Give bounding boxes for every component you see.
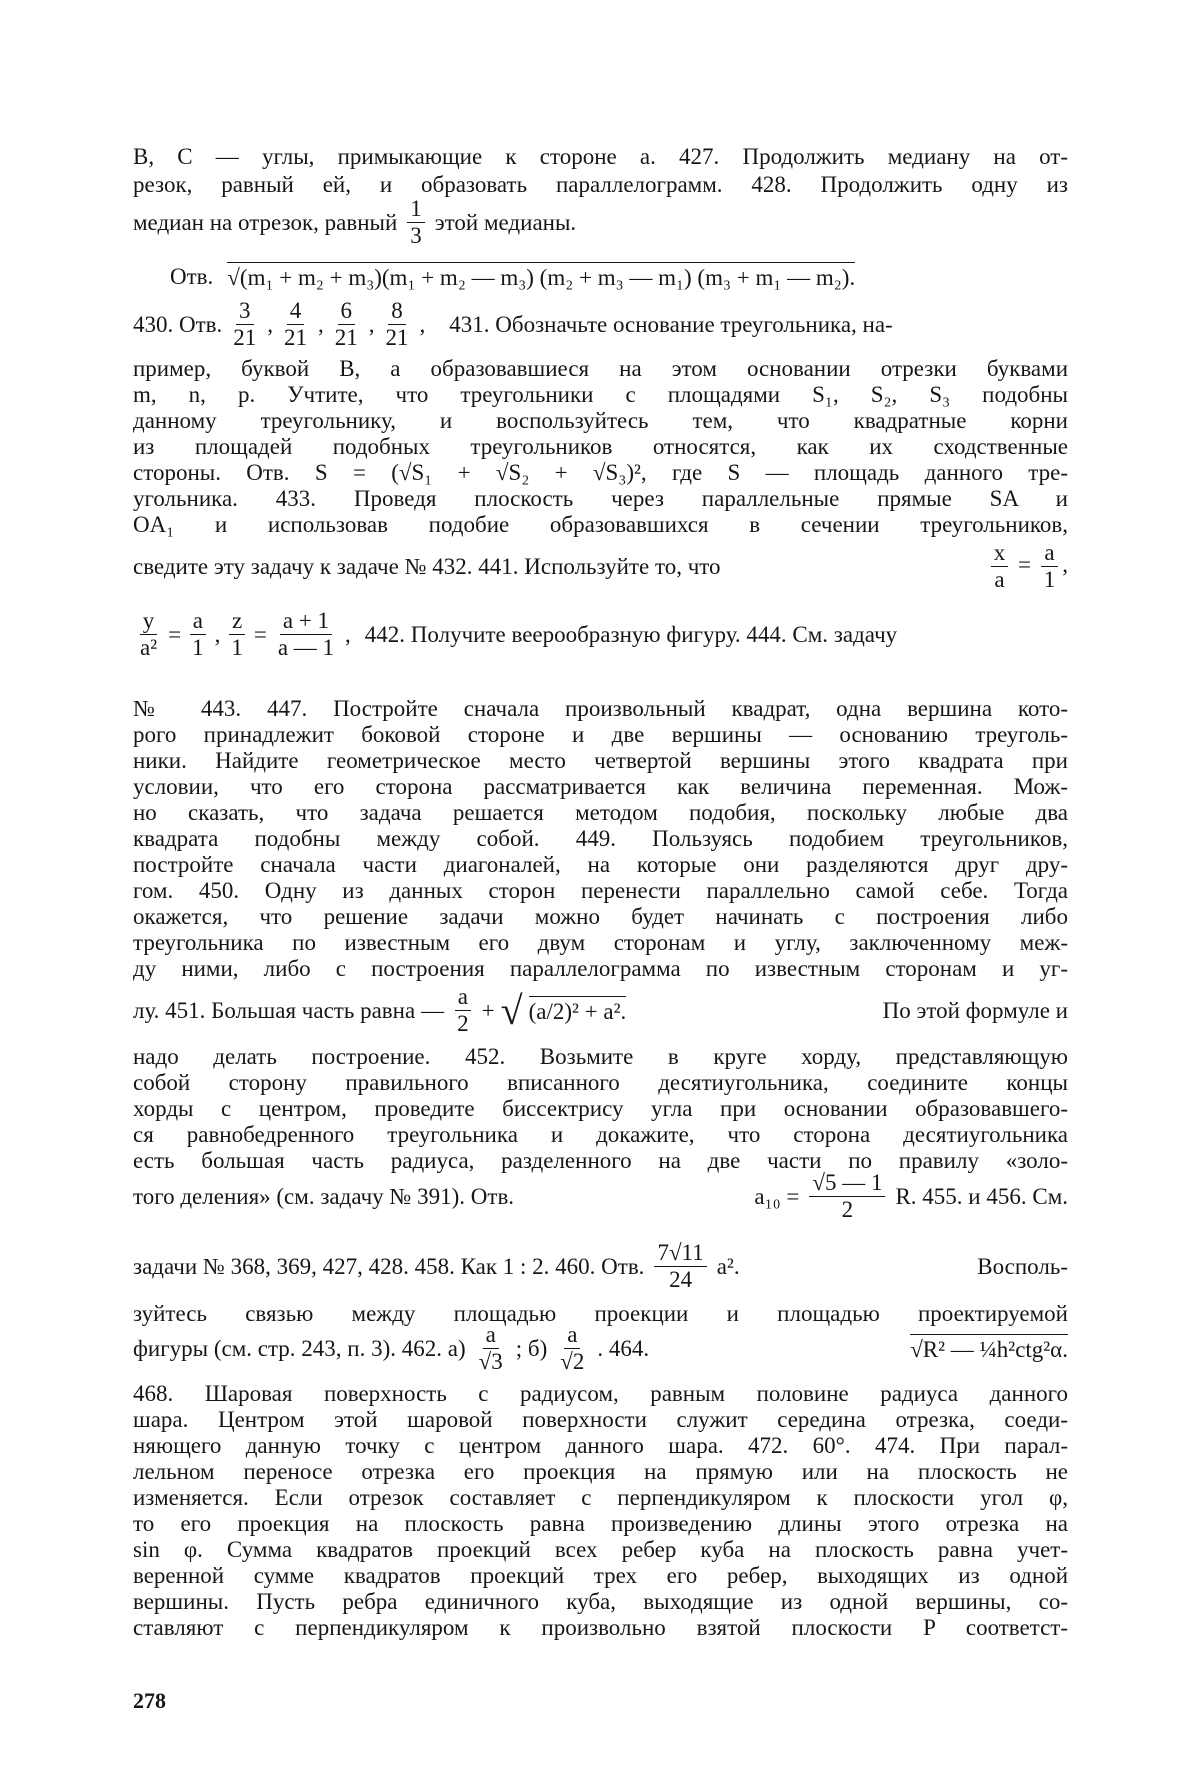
text-line: этой медианы. [434,209,577,235]
text-line: угольника. 433. Проведя плоскость через параллельные прямые SA и [133,486,1068,511]
text-line: но сказать, что задача решается методом подобия, поскольку любые два [133,800,1068,825]
text-line: . 464. [597,1335,650,1361]
text-line: лельном переносе отрезка его проекция на прямую или на плоскость не [133,1459,1068,1484]
text-line: шара. Центром этой шаровой поверхности служит середина отрезка, соеди- [133,1407,1068,1432]
text-line: надо делать построение. 452. Возьмите в круге хорду, представляющую [133,1044,1068,1069]
fraction-one-third: $\frac{1}{3}$ [407,196,425,249]
text-line: изменяется. Если отрезок составляет с перпендикуляром к плоскости угол φ, [133,1485,1068,1510]
text-line: ники. Найдите геометрическое место четвертой вершины этого квадрата при [133,748,1068,773]
text-line: стороны. Отв. S = (√S₁ + √S₂ + √S₃)², где S — площадь данного тре- [133,460,1068,485]
text-line: m, n, p. Учтите, что треугольники с площадями S₁, S₂, S₃ подобны [133,382,1068,407]
text-line: sin φ. Сумма квадратов проекций всех ребер куба на плоскость равна учет- [133,1537,1068,1562]
text-line: ду ними, либо с построения параллелограмма по известным сторонам и уг- [133,956,1068,981]
math-line-442: $\frac{y}{\text{a²}}$ = $\frac{a}{1}$ , $\frac{z}{1}$ = $\frac{a + 1}{a — 1}$ , 442. Получите веерообразную фигуру. 444. См. задачу [140,608,898,660]
text-line: По этой формуле и [882,997,1068,1023]
answer-label: Отв. [170,263,214,289]
text-line: хорды с центром, проведите биссектрису угла при основании образовавшего- [133,1096,1068,1121]
math-line-451: лу. 451. Большая часть равна — $\frac{a}{2}$ + √ (a/2)² + a². По этой формуле и [133,984,1068,1036]
text-line: зуйтесь связью между площадью проекции и площадью проектируемой [133,1301,1068,1326]
text-line: фигуры (см. стр. 243, п. 3). 462. а) [133,1335,466,1361]
text-line: квадрата подобны между собой. 449. Пользуясь подобием треугольников, [133,826,1068,851]
text-line: сведите эту задачу к задаче № 432. 441. Используйте то, что [133,553,721,579]
answer-label: 430. Отв. [133,311,223,337]
text-line: ; б) [515,1335,548,1361]
text-line: постройте сначала части диагоналей, на которые они разделяются друг дру- [133,852,1068,877]
text-line: того деления» (см. задачу № 391). Отв. [133,1183,515,1209]
text-line: ставляют с перпендикуляром к произвольно взятой плоскости P соответст- [133,1615,1068,1640]
text-line: B, C — углы, примыкающие к стороне a. 427. Продолжить медиану на от- [133,144,1068,169]
page-number: 278 [133,1688,166,1713]
text-line: 442. Получите веерообразную фигуру. 444. См. задачу [364,621,898,647]
text-line: то его проекция на плоскость равна произведению длины этого отрезка на [133,1511,1068,1536]
radical-expression: √R² — ¼h²ctg²α. [910,1334,1068,1363]
math-line-462: фигуры (см. стр. 243, п. 3). 462. а) $\frac{a}{√3}$ ; б) $\frac{a}{√2}$ . 464. √R² — ¼h²ctg²α. [133,1322,1068,1374]
text-line: резок, равный ей, и образовать параллелограмм. 428. Продолжить одну из [133,172,1068,197]
text-line: няющего данную точку с центром данного шара. 472. 60°. 474. При парал- [133,1433,1068,1458]
text-line: 431. Обозначьте основание треугольника, на- [449,311,893,337]
text-line: веренной сумме квадратов проекций трех его ребер, выходящих из одной [133,1563,1068,1588]
text-line: задачи № 368, 369, 427, 428. 458. Как 1 : 2. 460. Отв. [133,1253,645,1279]
text-line: ся равнобедренного треугольника и докажите, что сторона десятиугольника [133,1122,1068,1147]
math-line-441: сведите эту задачу к задаче № 432. 441. Используйте то, что $\frac{x}{a}$ = $\frac{a}{1}$ , [133,540,1068,592]
answer-429 [170,262,1070,291]
radical-expression: √(m₁ + m₂ + m₃)(m₁ + m₂ — m₃) (m₂ + m₃ — m₁) (m₃ + m₁ — m₂). [227,262,855,291]
text-line: данному треугольнику, и воспользуйтесь тем, что квадратные корни [133,408,1068,433]
text-line: условии, что его сторона рассматривается как величина переменная. Мож- [133,774,1068,799]
text-line: гом. 450. Одну из данных сторон перенести параллельно самой себе. Тогда [133,878,1068,903]
text-line: собой сторону правильного вписанного десятиугольника, соедините концы [133,1070,1068,1095]
text-line: лу. 451. Большая часть равна [133,997,416,1023]
text-line: R. 455. и 456. См. [895,1183,1068,1209]
math-line-428 [133,196,1068,249]
text-line: медиан на отрезок, равный [133,209,398,235]
text-line: OA₁ и использовав подобие образовавшихся в сечении треугольников, [133,512,1068,537]
text-line: из площадей подобных треугольников относятся, как их сходственные [133,434,1068,459]
text-line: 468. Шаровая поверхность с радиусом, равным половине радиуса данного [133,1381,1068,1406]
text-line: № 443. 447. Постройте сначала произвольный квадрат, одна вершина кото- [133,696,1068,721]
text-line: a². [716,1253,740,1279]
text-line: есть большая часть радиуса, разделенного на две части по правилу «золо- [133,1148,1068,1173]
text-line: рого принадлежит боковой стороне и две вершины — основанию треуголь- [133,722,1068,747]
text-line: пример, буквой B, а образовавшиеся на этом основании отрезки буквами [133,356,1068,381]
text-line: Восполь- [977,1253,1068,1279]
math-line-460: задачи № 368, 369, 427, 428. 458. Как 1 : 2. 460. Отв. $\frac{7√11}{24}$ a². Восполь- [133,1240,1068,1292]
text-line: окажется, что решение задачи можно будет начинать с построения либо [133,904,1068,929]
text-line: треугольника по известным его двум сторонам и углу, заключенному меж- [133,930,1068,955]
text-line: вершины. Пусть ребра единичного куба, выходящие из одной вершины, со- [133,1589,1068,1614]
math-line-452: того деления» (см. задачу № 391). Отв. a₁₀ = $\frac{√5 — 1}{2}$ R. 455. и 456. См. [133,1170,1068,1222]
answer-430: 430. Отв. $\frac{3}{21}$ , $\frac{4}{21}$ , $\frac{6}{21}$ , $\frac{8}{21}$ , 431. Обозначьте основание треугольника, на- [133,298,893,350]
